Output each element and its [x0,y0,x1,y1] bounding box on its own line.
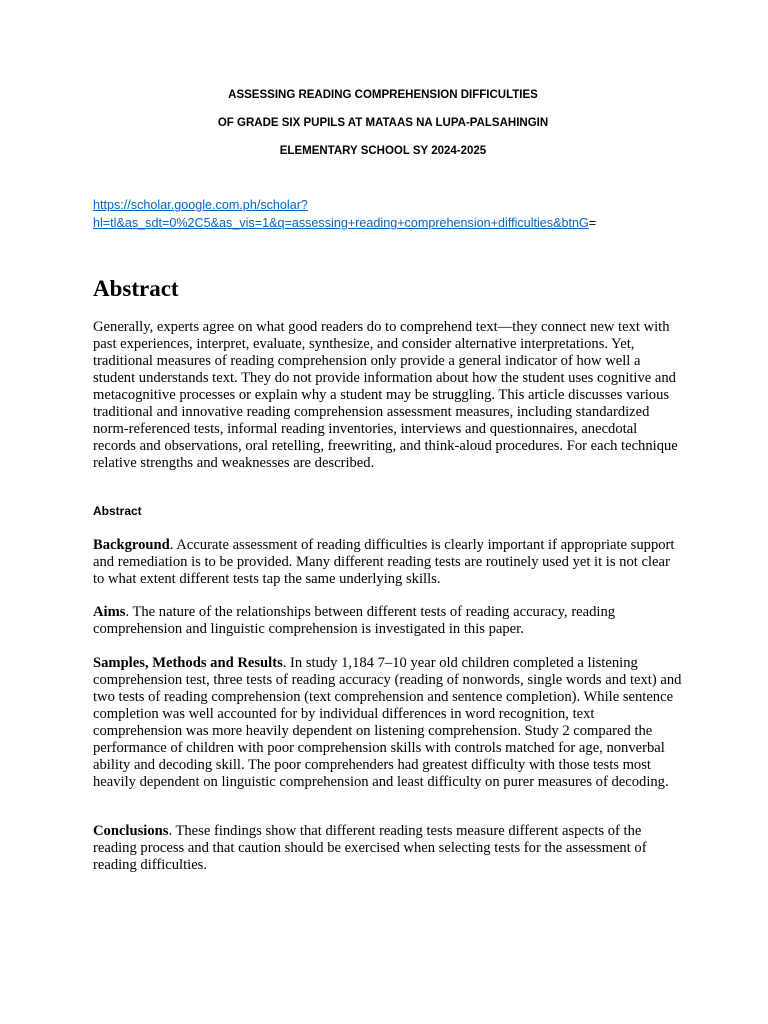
scholar-link-tail: = [588,216,597,230]
scholar-link-line-2[interactable]: hl=tl&as_sdt=0%2C5&as_vis=1&q=assessing+reading+comprehension+difficulties&btnG [93,216,589,230]
abstract-heading: Abstract [93,276,179,301]
scholar-link-block [93,196,693,232]
title-line-2: OF GRADE SIX PUPILS AT MATAAS NA LUPA-PALSAHINGIN [217,117,549,129]
section-background-label: Background [93,537,170,553]
abstract-subheading: Abstract [93,504,142,518]
section-background-text: . Accurate assessment of reading difficulties is clearly important if appropriate support and remediation is to be provided. Many different reading tests are routinely used yet it is not clear to what extent different tests tap the same underlying skills. [93,537,675,587]
section-aims-text: . The nature of the relationships between different tests of reading accuracy, reading comprehension and linguistic comprehension is investigated in this paper. [93,604,616,637]
section-methods-results [93,655,683,791]
section-background [93,537,683,588]
section-aims-label: Aims [93,604,126,620]
title-line-1: ASSESSING READING COMPREHENSION DIFFICULTIES [228,89,538,101]
section-conclusions-label: Conclusions [93,823,169,839]
section-aims [93,604,683,638]
title-line-3: ELEMENTARY SCHOOL SY 2024-2025 [279,145,487,157]
section-methods-results-label: Samples, Methods and Results [93,655,283,671]
section-conclusions [93,823,683,874]
section-conclusions-text: . These findings show that different reading tests measure different aspects of the reading process and that caution should be exercised when selecting tests for the assessment of reading difficulties. [93,823,647,873]
scholar-link-line-1[interactable]: https://scholar.google.com.ph/scholar? [93,198,308,212]
section-methods-results-text: . In study 1,184 7–10 year old children completed a listening comprehension test, three tests of reading accuracy (reading of nonwords, single words and text) and two tests of reading comprehension (text comprehension and sentence completion). While sentence completion was well accounted for by individual differences in word recognition, text comprehension was more heavily dependent on listening comprehension. Study 2 compared the performance of children with poor comprehension skills with controls matched for age, nonverbal ability and decoding skill. The poor comprehenders had greatest difficulty with those tests most heavily dependent on linguistic comprehension and least difficulty on purer measures of decoding. [93,655,682,790]
abstract-paragraph: Generally, experts agree on what good readers do to comprehend text—they connect new text with past experiences, interpret, evaluate, synthesize, and consider alternative interpretations. Yet, traditional measures of reading comprehension only provide a general indicator of how well a student understands text. They do not provide information about how the student uses cognitive and metacognitive processes or explain why a student may be struggling. This article discusses various traditional and innovative reading comprehension assessment measures, including standardized norm-referenced tests, informal reading inventories, interviews and questionnaires, anecdotal records and observations, oral retelling, freewriting, and think-aloud procedures. For each technique relative strengths and weaknesses are described. [93,319,678,471]
